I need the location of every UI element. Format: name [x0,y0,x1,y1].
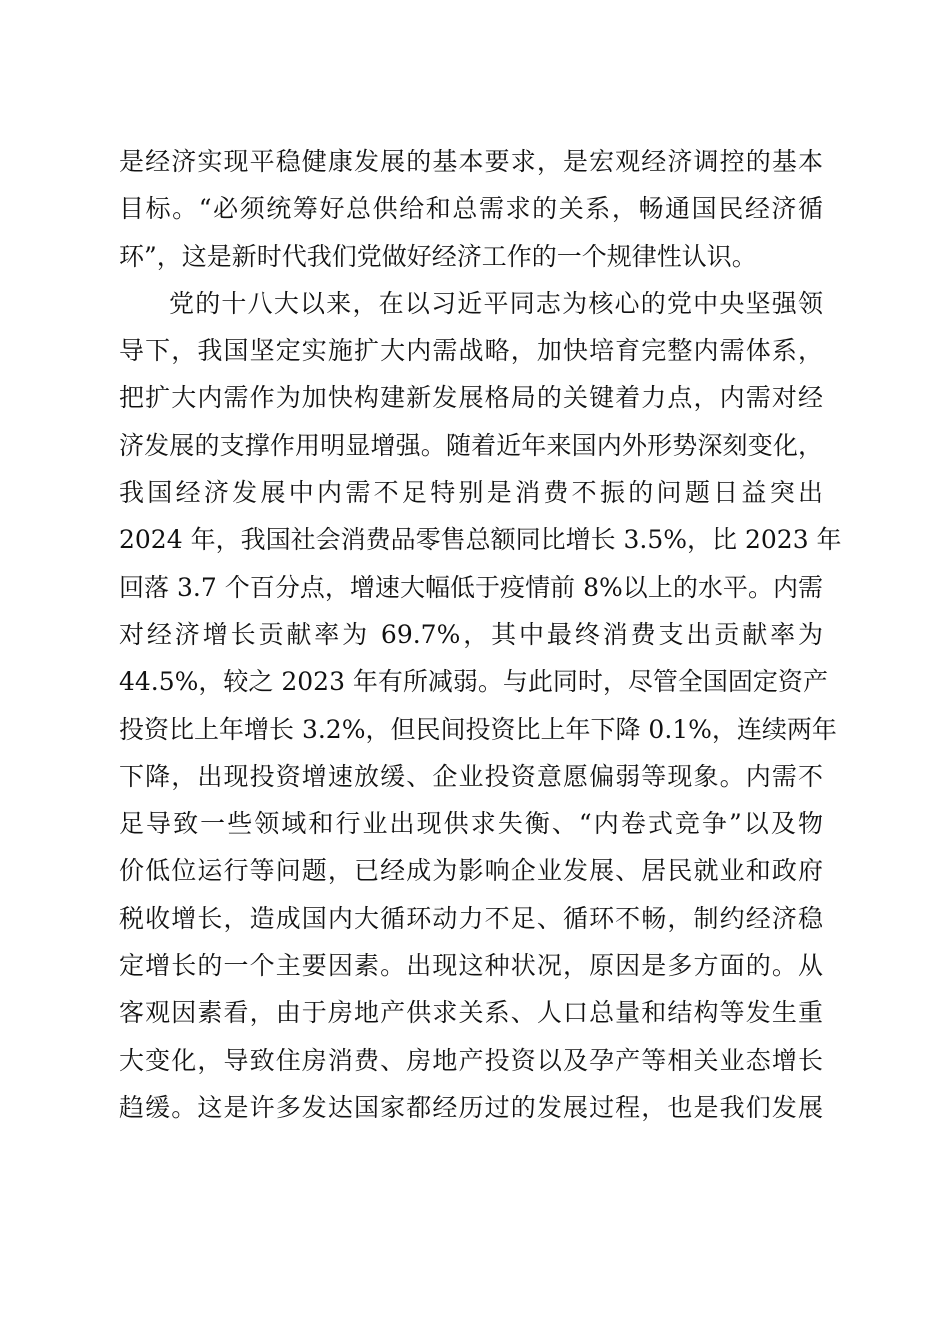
text-line: 大变化，导致住房消费、房地产投资以及孕产等相关业态增长 [119,1045,823,1075]
text-line: 客观因素看，由于房地产供求关系、人口总量和结构等发生重 [119,998,823,1028]
text-line: 定增长的一个主要因素。出现这种状况，原因是多方面的。从 [119,951,823,981]
paragraph-start-line: 党的十八大以来，在以习近平同志为核心的党中央坚强领 [169,288,823,318]
text-line: 足导致一些领域和行业出现供求失衡、“内卷式竞争”以及物 [119,809,823,839]
text-line: 下降，出现投资增速放缓、企业投资意愿偏弱等现象。内需不 [119,761,823,791]
text-line: 回落 3.7 个百分点，增速大幅低于疫情前 8%以上的水平。内需 [119,572,823,602]
text-line: 趋缓。这是许多发达国家都经历过的发展过程，也是我们发展 [119,1092,823,1122]
text-line: 是经济实现平稳健康发展的基本要求，是宏观经济调控的基本 [119,147,823,176]
text-line: 济发展的支撑作用明显增强。随着近年来国内外形势深刻变化， [119,430,823,460]
text-line: 对经济增长贡献率为 69.7%，其中最终消费支出贡献率为 [119,619,823,649]
text-line: 目标。“必须统筹好总供给和总需求的关系，畅通国民经济循 [119,194,823,224]
text-line: 我国经济发展中内需不足特别是消费不振的问题日益突出 [119,478,823,508]
text-line: 导下，我国坚定实施扩大内需战略，加快培育完整内需体系， [119,336,823,366]
text-line: 把扩大内需作为加快构建新发展格局的关键着力点，内需对经 [119,383,823,413]
text-line: 2024 年，我国社会消费品零售总额同比增长 3.5%，比 2023 年 [119,525,842,555]
text-line: 价低位运行等问题，已经成为影响企业发展、居民就业和政府 [119,856,823,886]
paragraph-end-line: 环”，这是新时代我们党做好经济工作的一个规律性认识。 [119,241,757,271]
text-line: 税收增长，造成国内大循环动力不足、循环不畅，制约经济稳 [119,903,823,933]
text-line: 44.5%，较之 2023 年有所减弱。与此同时，尽管全国固定资产 [119,667,828,697]
body-text [119,138,842,1131]
text-line: 投资比上年增长 3.2%，但民间投资比上年下降 0.1%，连续两年 [119,714,837,744]
